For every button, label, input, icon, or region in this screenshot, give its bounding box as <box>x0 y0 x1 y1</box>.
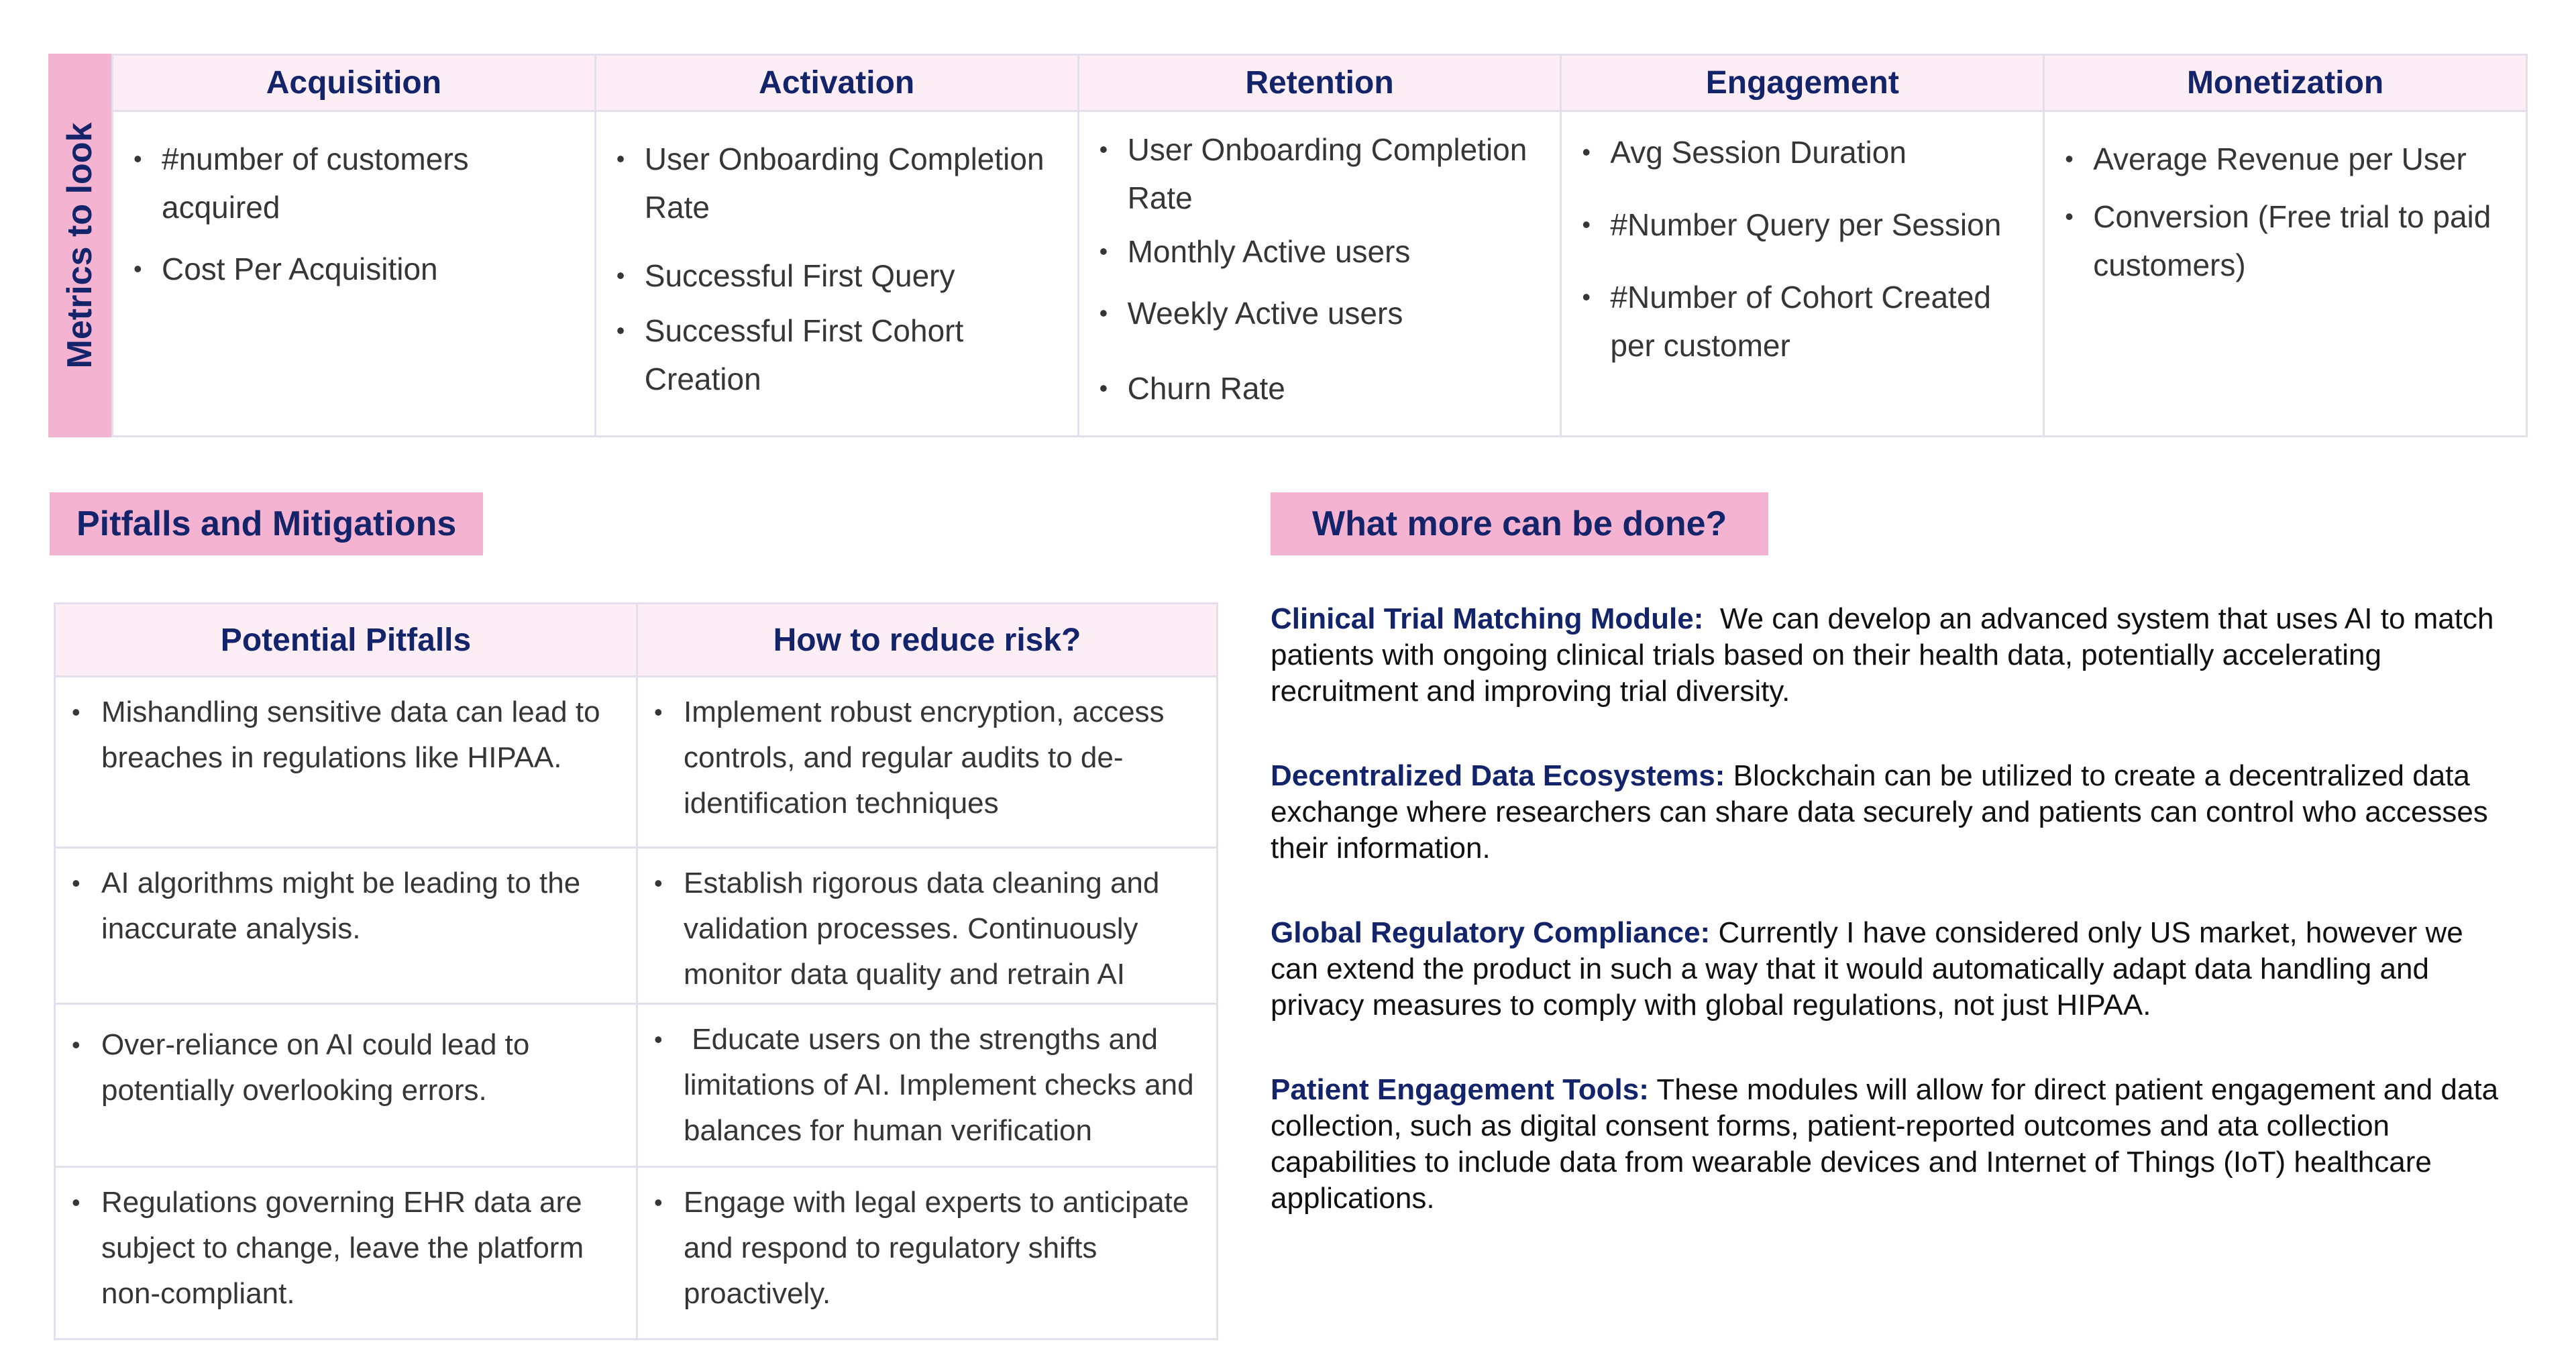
idea-decentralized-data <box>1271 758 2518 867</box>
list-item: • Successful First Query <box>610 252 1064 300</box>
list-item: • Churn Rate <box>1093 364 1547 413</box>
metrics-side-label: Metrics to look <box>60 122 99 369</box>
idea-lead: Global Regulatory Compliance: <box>1271 916 1711 949</box>
list-item: • Successful First Cohort Creation <box>610 307 1064 403</box>
pitfalls-section-title: Pitfalls and Mitigations <box>50 492 483 555</box>
metrics-table <box>48 54 2528 437</box>
list-item: • User Onboarding Completion Rate <box>610 135 1064 231</box>
mitigation-cell <box>636 1005 1216 1166</box>
idea-text: Blockchain can be utilized to create a decentralized data exchange where researchers can share data securely and patients can control who accesses their information. <box>1271 759 2488 865</box>
more-ideas-list <box>1271 601 2518 1265</box>
list-item: • Avg Session Duration <box>1575 128 2029 176</box>
list-item: • #number of customers acquired <box>127 135 581 231</box>
idea-text: We can develop an advanced system that uses AI to match patients with ongoing clinical trials based on their health data, potentially accelerating recruitment and improving trial diversity. <box>1271 602 2502 708</box>
list-item: • AI algorithms might be leading to the inaccurate analysis. <box>66 861 625 952</box>
pitfalls-header-row <box>56 604 1216 675</box>
metrics-side-band <box>48 54 111 437</box>
list-item: • Cost Per Acquisition <box>127 245 581 293</box>
table-row <box>56 675 1216 846</box>
list-item: • Over-reliance on AI could lead to potentially overlooking errors. <box>66 1022 625 1113</box>
idea-text: These modules will allow for direct patient engagement and data collection, such as digital consent forms, patient-reported outcomes and ata collection capabilities to include data from wearable devices and Internet of Things (IoT) healthcare applications. <box>1271 1073 2499 1215</box>
idea-global-compliance <box>1271 915 2518 1024</box>
list-item: • #Number Query per Session <box>1575 201 2029 249</box>
list-item: • Average Revenue per User <box>2058 135 2512 183</box>
list-item: • Monthly Active users <box>1093 227 1547 276</box>
idea-lead: Decentralized Data Ecosystems: <box>1271 759 1725 792</box>
mitigation-cell <box>636 677 1216 846</box>
idea-clinical-trial-matching <box>1271 601 2518 710</box>
table-row <box>56 1003 1216 1166</box>
pitfall-cell <box>56 848 636 1003</box>
metrics-header-activation: Activation <box>594 56 1077 112</box>
more-section-title: What more can be done? <box>1271 492 1768 555</box>
list-item: • Educate users on the strengths and limitations of AI. Implement checks and balances for human verification <box>649 1017 1205 1154</box>
list-item: • Engage with legal experts to anticipate and respond to regulatory shifts proactively. <box>649 1180 1205 1317</box>
pitfalls-header-reduce: How to reduce risk? <box>636 604 1216 675</box>
metrics-grid <box>111 54 2528 437</box>
metrics-cell-retention <box>1077 112 1560 435</box>
mitigation-cell <box>636 1168 1216 1338</box>
metrics-header-acquisition: Acquisition <box>111 56 594 112</box>
metrics-header-engagement: Engagement <box>1560 56 2043 112</box>
table-row <box>56 846 1216 1003</box>
pitfall-cell <box>56 677 636 846</box>
list-item: • Conversion (Free trial to paid customers) <box>2058 193 2512 289</box>
list-item: • Weekly Active users <box>1093 289 1547 337</box>
metrics-cell-monetization <box>2043 112 2526 435</box>
metrics-cell-engagement <box>1560 112 2043 435</box>
metrics-header-retention: Retention <box>1077 56 1560 112</box>
idea-text: Currently I have considered only US market, however we can extend the product in such a way that it would automatically adapt data handling and privacy measures to comply with global regulations, not just HIPAA. <box>1271 916 2463 1022</box>
pitfalls-table <box>54 602 1218 1340</box>
idea-lead: Patient Engagement Tools: <box>1271 1073 1649 1106</box>
pitfall-cell <box>56 1168 636 1338</box>
mitigation-cell <box>636 848 1216 1003</box>
metrics-cell-acquisition <box>111 112 594 435</box>
metrics-cell-activation <box>594 112 1077 435</box>
pitfall-cell <box>56 1005 636 1166</box>
table-row <box>56 1166 1216 1338</box>
list-item: • Establish rigorous data cleaning and validation processes. Continuously monitor data quality and retrain AI <box>649 861 1205 997</box>
list-item: • Implement robust encryption, access controls, and regular audits to de-identification techniques <box>649 690 1205 826</box>
idea-patient-engagement <box>1271 1072 2518 1217</box>
metrics-header-monetization: Monetization <box>2043 56 2526 112</box>
list-item: • User Onboarding Completion Rate <box>1093 125 1547 222</box>
pitfalls-header-pitfall: Potential Pitfalls <box>220 622 472 658</box>
idea-lead: Clinical Trial Matching Module: <box>1271 602 1704 635</box>
list-item: • #Number of Cohort Created per customer <box>1575 273 2029 370</box>
list-item: • Mishandling sensitive data can lead to breaches in regulations like HIPAA. <box>66 690 625 781</box>
list-item: • Regulations governing EHR data are subject to change, leave the platform non-compliant. <box>66 1180 625 1317</box>
